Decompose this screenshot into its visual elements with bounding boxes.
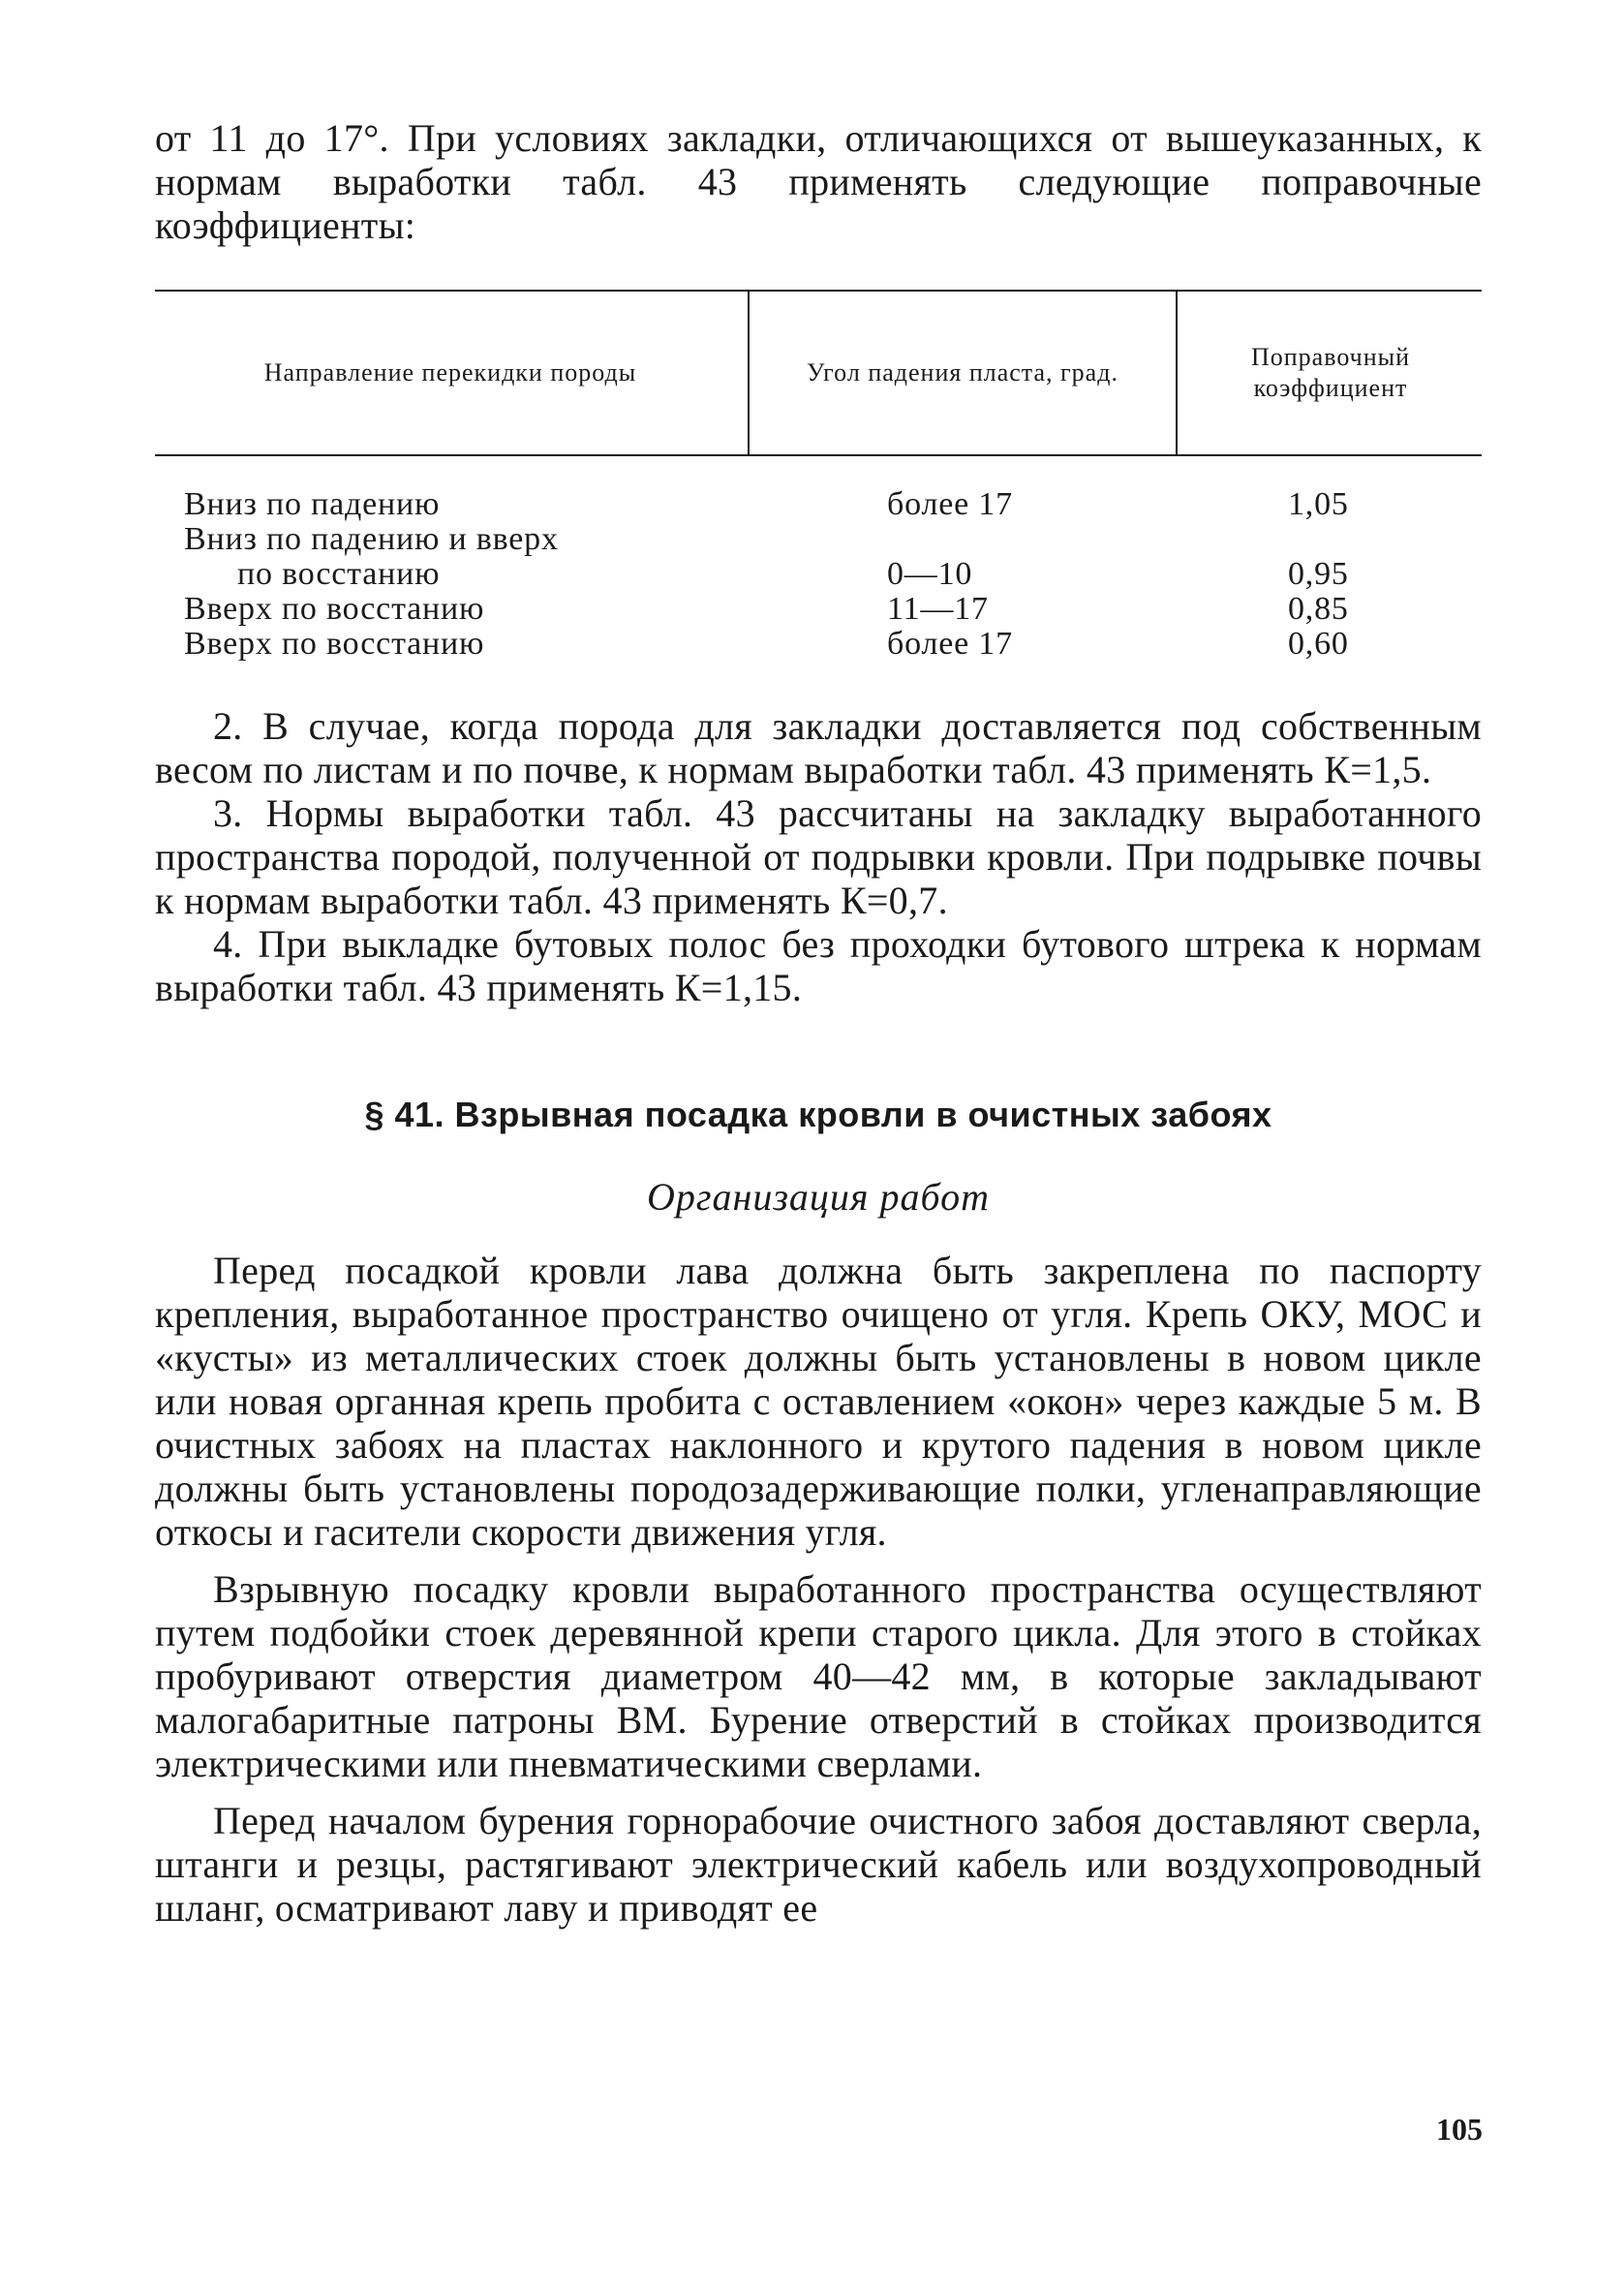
header-angle: Угол падения пласта, град.: [748, 292, 1176, 454]
cell-angle: 11—17: [887, 591, 989, 627]
cell-angle: более 17: [887, 626, 1013, 662]
cell-angle: 0—10: [887, 556, 973, 592]
cell-direction: Вверх по восстанию: [184, 626, 485, 662]
correction-table: [155, 290, 1482, 662]
cell-direction: Вверх по восстанию: [184, 591, 485, 627]
table-row: [155, 487, 1482, 522]
page-number: 105: [1436, 2112, 1483, 2147]
cell-coefficient: 0,85: [1288, 591, 1349, 627]
body-paragraph: Перед посадкой кровли лава должна быть закреплена по паспорту крепления, выработанное пространство очищено от угля. Крепь ОКУ, МОС и «кусты» из металлических стоек должны быть установлены в новом цикле или новая органная крепь пробита с оставлением «окон» через каждые 5 м. В очистных забоях на пластах наклонного и крутого падения в новом цикле должны быть установлены породозадерживающие полки, угленаправляющие откосы и гасители скорости движения угля.: [155, 1249, 1482, 1554]
table-row: [155, 627, 1482, 662]
body-paragraph: Взрывную посадку кровли выработанного пространства осуществляют путем подбойки стоек деревянной крепи старого цикла. Для этого в стойках пробуривают отверстия диаметром 40—42 мм, в которые закладывают малогабаритные патроны ВМ. Бурение отверстий в стойках производится электрическими или пневматическими сверлами.: [155, 1567, 1482, 1785]
intro-paragraph: от 11 до 17°. При условиях закладки, отличающихся от вышеуказанных, к нормам выработки табл. 43 применять следующие поправочные коэффициенты:: [155, 116, 1482, 247]
note-paragraph: 4. При выкладке бутовых полос без проходки бутового штрека к нормам выработки табл. 43 применять К=1,15.: [155, 922, 1482, 1009]
header-direction: Направление перекидки породы: [263, 358, 637, 386]
section-heading: § 41. Взрывная посадка кровли в очистных забоях: [364, 1095, 1272, 1134]
body-paragraph: Перед началом бурения горнорабочие очистного забоя доставляют сверла, штанги и резцы, растягивают электрический кабель или воздухопроводный шланг, осматривают лаву и приводят ее: [155, 1799, 1482, 1930]
subheading: Организация работ: [646, 1175, 990, 1219]
table-body: [155, 456, 1482, 662]
note-paragraph: 3. Нормы выработки табл. 43 рассчитаны на закладку выработанного пространства породой, полученной от подрывки кровли. При подрывке почвы к нормам выработки табл. 43 применять К=0,7.: [155, 791, 1482, 922]
page-content: [155, 116, 1482, 1930]
header-coefficient: Поправочный коэффициент: [1176, 292, 1484, 454]
cell-coefficient: 1,05: [1288, 486, 1349, 522]
cell-angle: более 17: [887, 486, 1013, 522]
cell-coefficient: 0,95: [1288, 556, 1349, 592]
table-row: [155, 557, 1482, 592]
table-row: [155, 522, 1482, 557]
cell-direction: Вниз по падению: [184, 486, 441, 522]
table-header: [155, 290, 1482, 456]
cell-coefficient: 0,60: [1288, 626, 1349, 662]
notes-block: [155, 704, 1482, 1009]
cell-direction: Вниз по падению и вверх: [184, 521, 559, 557]
note-paragraph: 2. В случае, когда порода для закладки доставляется под собственным весом по листам и по почве, к нормам выработки табл. 43 применять К=1,5.: [155, 704, 1482, 791]
table-row: [155, 592, 1482, 627]
cell-direction: по восстанию: [237, 556, 441, 592]
